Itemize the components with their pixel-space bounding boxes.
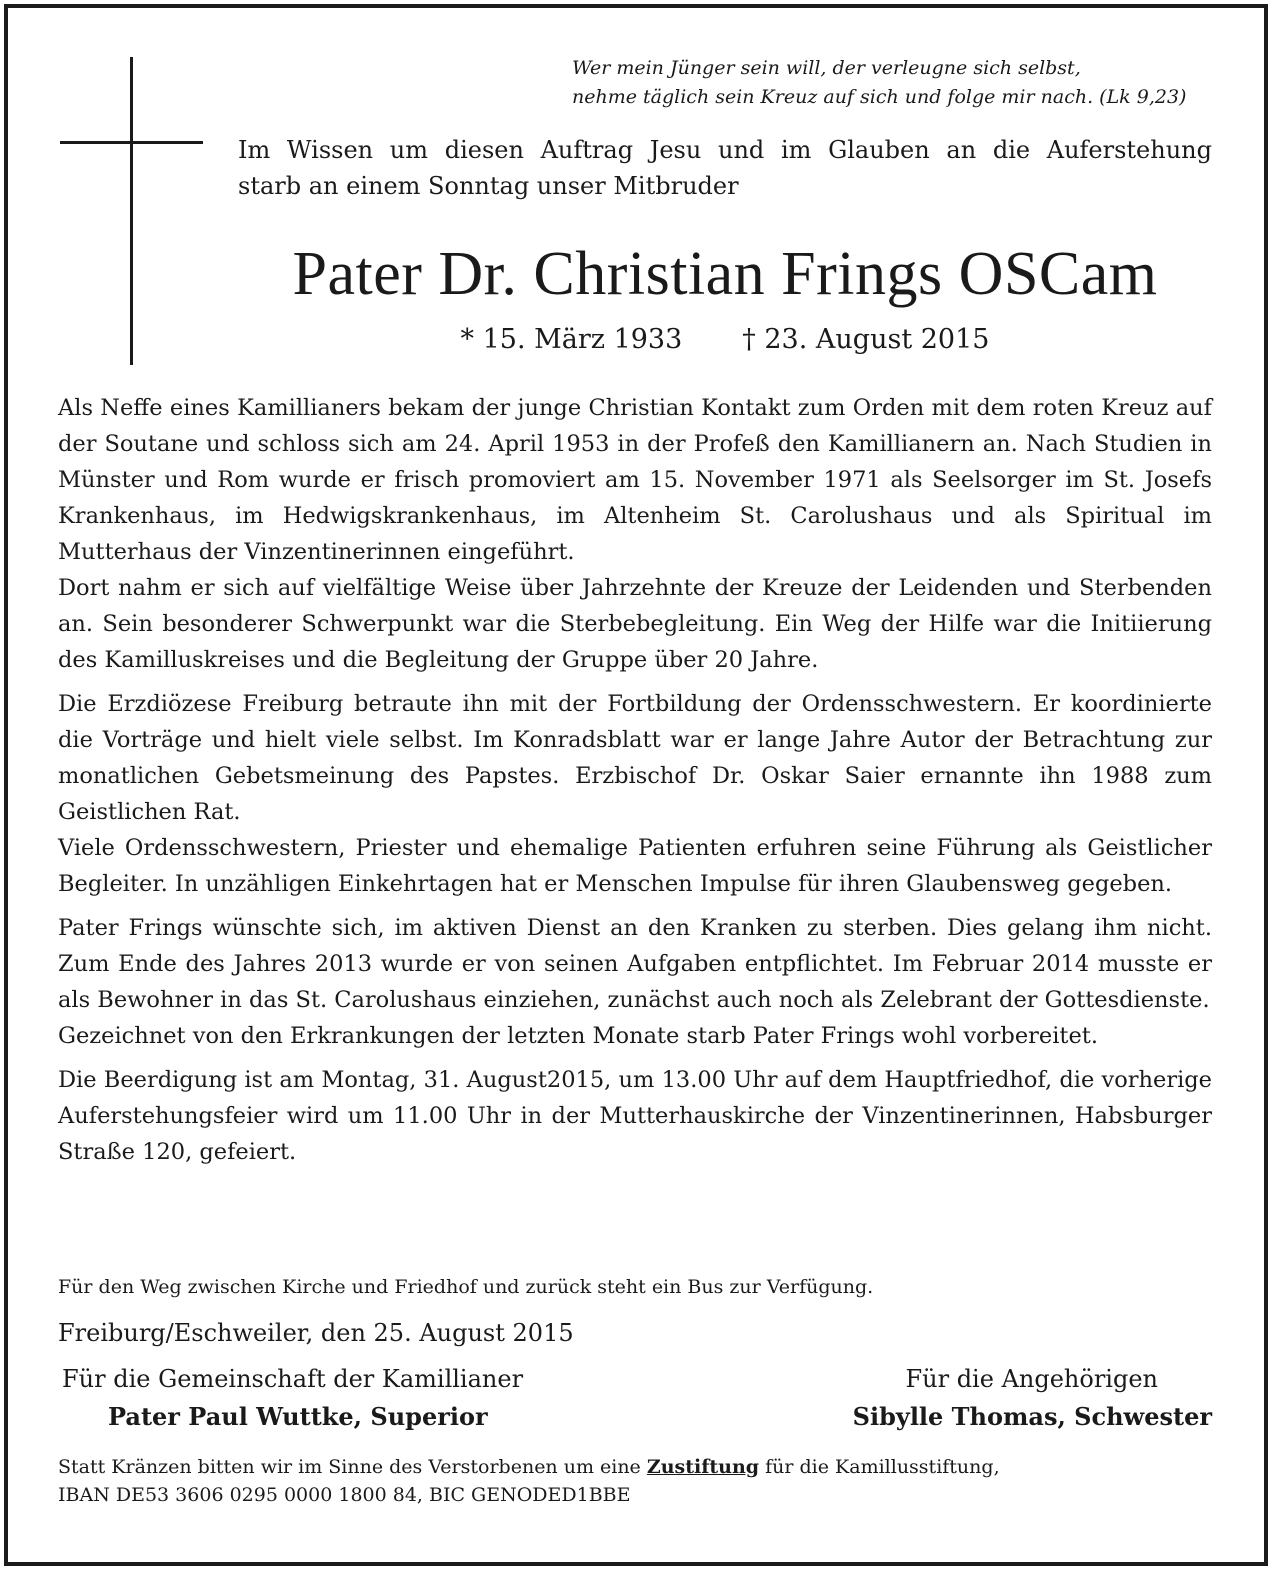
signature-role: Für die Gemeinschaft der Kamillianer xyxy=(62,1365,524,1393)
body-paragraph: Die Erzdiözese Freiburg betraute ihn mit der Fortbildung der Ordensschwestern. Er koordinierte die Vorträge und hielt viele selbst. Im Konradsblatt war er lange Jahre Autor der Betrachtung zur monatlichen Gebetsmeinung des Papstes. Erzbischof Dr. Oskar Saier ernannte ihn 1988 zum Geistlichen Rat. xyxy=(58,691,1212,825)
body-paragraph: Pater Frings wünschte sich, im aktiven Dienst an den Kranken zu sterben. Dies gelang ihm nicht. Zum Ende des Jahres 2013 wurde er von seinen Aufgaben entpflichtet. Im Februar 2014 musste er als Bewohner in das St. Carolushaus einziehen, zunächst auch noch als Zelebrant der Gottesdienste. xyxy=(58,915,1212,1013)
body-paragraph: Gezeichnet von den Erkrankungen der letzten Monate starb Pater Frings wohl vorbereitet. xyxy=(58,1023,1098,1049)
donation-note xyxy=(58,1453,1212,1509)
birth-date: * 15. März 1933 xyxy=(460,324,683,355)
bus-note: Für den Weg zwischen Kirche und Friedhof und zurück steht ein Bus zur Verfügung. xyxy=(58,1276,874,1298)
intro-text xyxy=(238,132,1212,204)
bible-verse-line-2: nehme täglich sein Kreuz auf sich und folge mir nach. (Lk 9,23) xyxy=(572,86,1187,108)
cross-icon-crossbar xyxy=(60,141,203,144)
body-paragraph: Als Neffe eines Kamillianers bekam der junge Christian Kontakt zum Orden mit dem roten Kreuz auf der Soutane und schloss sich am 24. April 1953 in der Profeß den Kamillianern an. Nach Studien in Münster und Rom wurde er frisch promoviert am 15. November 1971 als Seelsorger im St. Josefs Krankenhaus, im Hedwigskrankenhaus, im Altenheim St. Carolushaus und als Spiritual im Mutterhaus der Vinzentinerinnen eingeführt. xyxy=(58,395,1212,565)
body-paragraph: Dort nahm er sich auf vielfältige Weise über Jahrzehnte der Kreuze der Leidenden und Sterbenden an. Sein besonderer Schwerpunkt war die Sterbebegleitung. Ein Weg der Hilfe war die Initiierung des Kamilluskreises und die Begleitung der Gruppe über 20 Jahre. xyxy=(58,575,1212,673)
signature-family xyxy=(700,1360,1212,1436)
donation-text: Statt Kränzen bitten wir im Sinne des Verstorbenen um eine xyxy=(58,1456,647,1478)
intro-line-1: Im Wissen um diesen Auftrag Jesu und im Glauben an die Auferstehung xyxy=(238,136,1212,164)
bank-details: IBAN DE53 3606 0295 0000 1800 84, BIC GENODED1BBE xyxy=(58,1484,631,1506)
signature-name: Sibylle Thomas, Schwester xyxy=(852,1402,1212,1431)
intro-line-2: starb an einem Sonntag unser Mitbruder xyxy=(238,172,739,200)
bible-verse xyxy=(572,54,1222,112)
place-and-date: Freiburg/Eschweiler, den 25. August 2015 xyxy=(58,1319,574,1347)
signature-role: Für die Angehörigen xyxy=(905,1365,1158,1393)
cross-icon xyxy=(130,57,133,365)
bible-verse-line-1: Wer mein Jünger sein will, der verleugne sich selbst, xyxy=(572,57,1081,79)
deceased-name: Pater Dr. Christian Frings OSCam xyxy=(292,240,1158,308)
signature-community xyxy=(58,1360,618,1436)
life-dates xyxy=(238,322,1212,358)
obituary-body xyxy=(58,390,1212,1170)
body-paragraph: Die Beerdigung ist am Montag, 31. August2015, um 13.00 Uhr auf dem Hauptfriedhof, die vorherige Auferstehungsfeier wird um 11.00 Uhr in der Mutterhauskirche der Vinzentinerinnen, Habsburger Straße 120, gefeiert. xyxy=(58,1067,1212,1165)
donation-highlight: Zustiftung xyxy=(646,1456,760,1478)
body-paragraph: Viele Ordensschwestern, Priester und ehemalige Patienten erfuhren seine Führung als Geistlicher Begleiter. In unzähligen Einkehrtagen hat er Menschen Impulse für ihren Glaubensweg gegeben. xyxy=(58,835,1212,897)
donation-request xyxy=(58,1453,1212,1481)
death-date: † 23. August 2015 xyxy=(742,324,990,355)
signature-name: Pater Paul Wuttke, Superior xyxy=(108,1402,488,1431)
donation-text-end: für die Kamillusstiftung, xyxy=(759,1456,1000,1478)
